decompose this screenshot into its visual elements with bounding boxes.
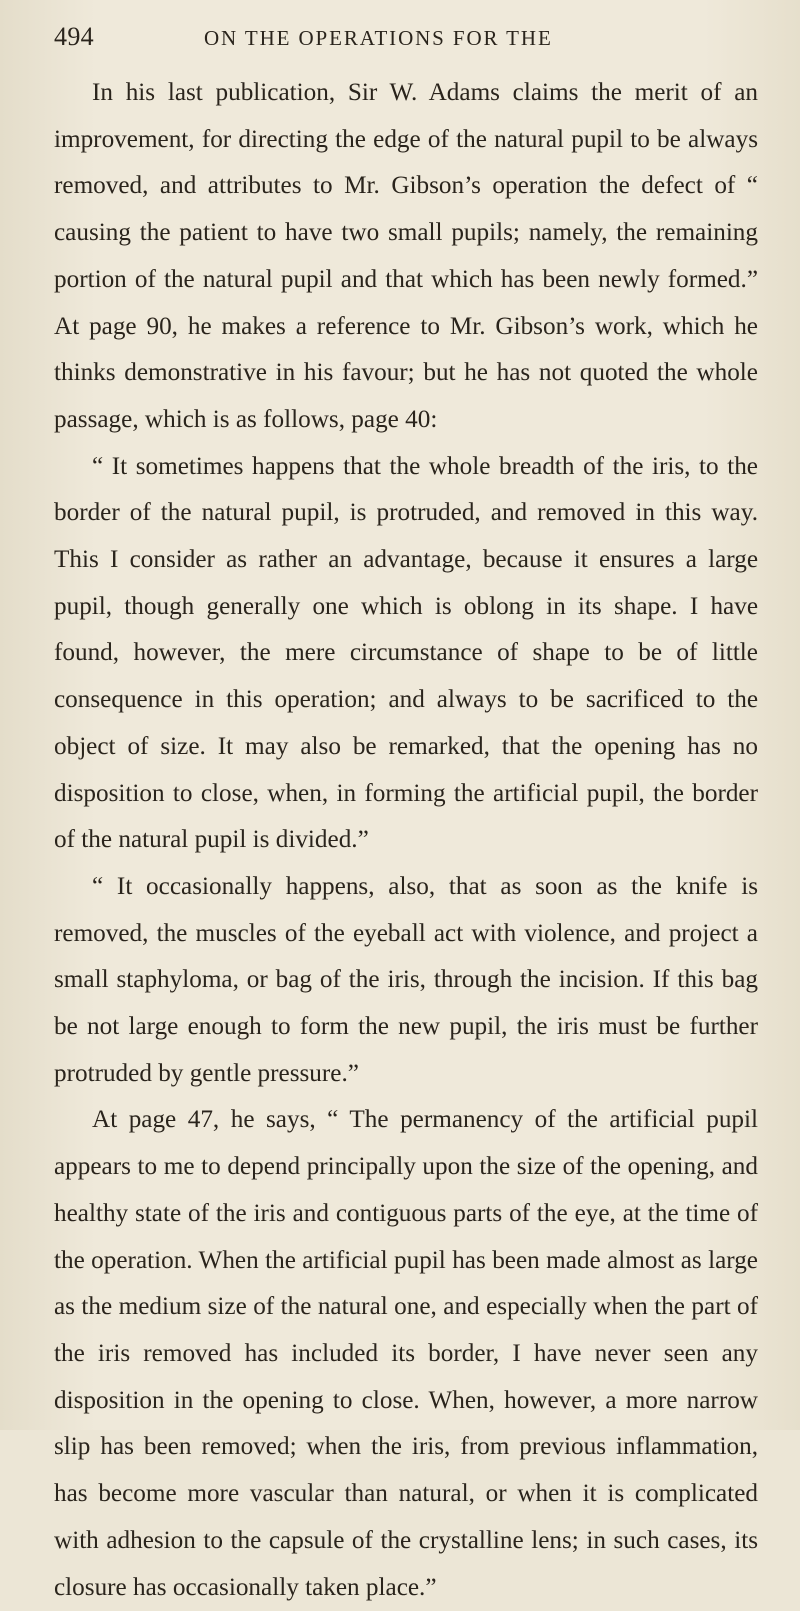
paragraph-intro: In his last publication, Sir W. Adams claims the merit of an improvement, for directing the edge of the natural pupil to be always removed, and attributes to Mr. Gibson’s operation the defect of “ causing the patient to have two small pupils; namely, the remaining portion of the natural pupil and that which has been newly formed.” At page 90, he makes a reference to Mr. Gibson’s work, which he thinks demonstrative in his favour; but he has not quoted the whole passage, which is as follows, page 40: bbox=[54, 79, 758, 433]
body-text bbox=[54, 70, 758, 1611]
running-head-title: ON THE OPERATIONS FOR THE bbox=[204, 26, 553, 50]
paragraph-page-47: At page 47, he says, “ The permanency of the artificial pupil appears to me to depend principally upon the size of the opening, and healthy state of the iris and contiguous parts of the eye, at the time of the operation. When the artificial pupil has been made almost as large as the medium size of the natural one, and especially when the part of the iris removed has included its border, I have never seen any disposition in the opening to close. When, however, a more narrow slip has been removed; when the iris, from previous inflammation, has become more vascular than natural, or when it is complicated with adhesion to the capsule of the crystalline lens; in such cases, its closure has occasionally taken place.” bbox=[54, 1106, 758, 1601]
page-number: 494 bbox=[54, 22, 94, 51]
running-head bbox=[54, 22, 758, 76]
paragraph-quote-2: “ It occasionally happens, also, that as soon as the knife is removed, the muscles of the eyeball act with violence, and project a small staphyloma, or bag of the iris, through the incision. If this bag be not large enough to form the new pupil, the iris must be further protruded by gentle pressure.” bbox=[54, 872, 758, 1087]
paragraph-quote-1: “ It sometimes happens that the whole breadth of the iris, to the border of the natural pupil, is protruded, and removed in this way. This I consider as rather an advantage, because it ensures a large pupil, though generally one which is oblong in its shape. I have found, however, the mere circumstance of shape to be of little consequence in this operation; and always to be sacrificed to the object of size. It may also be remarked, that the opening has no disposition to close, when, in forming the artificial pupil, the border of the natural pupil is divided.” bbox=[54, 452, 758, 854]
